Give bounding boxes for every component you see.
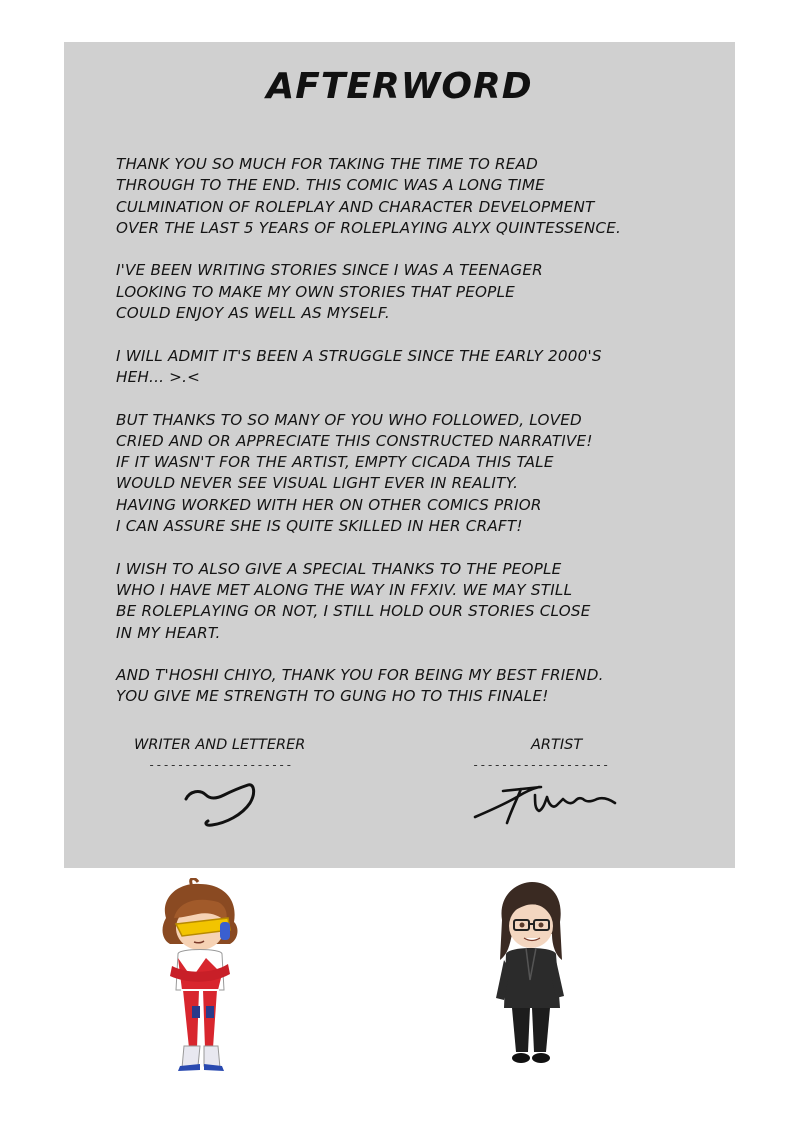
writer-signature-line: -------------------- xyxy=(148,760,293,770)
text-line: YOU GIVE ME STRENGTH TO GUNG HO TO THIS FINALE! xyxy=(116,687,549,706)
paragraph-writing xyxy=(116,260,716,324)
text-line: COULD ENJOY AS WELL AS MYSELF. xyxy=(116,304,390,323)
paragraph-struggle xyxy=(116,346,716,389)
artist-character-illustration xyxy=(490,880,570,1070)
text-line: I'VE BEEN WRITING STORIES SINCE I WAS A TEENAGER xyxy=(116,261,543,280)
text-line: BUT THANKS TO SO MANY OF YOU WHO FOLLOWED, LOVED xyxy=(116,410,582,429)
text-line: IN MY HEART. xyxy=(116,623,221,642)
text-line: I WILL ADMIT IT'S BEEN A STRUGGLE SINCE THE EARLY 2000'S xyxy=(116,346,602,365)
text-line: I CAN ASSURE SHE IS QUITE SKILLED IN HER CRAFT! xyxy=(116,517,523,536)
writer-role-label: WRITER AND LETTERER xyxy=(134,737,306,753)
text-line: IF IT WASN'T FOR THE ARTIST, EMPTY CICADA THIS TALE xyxy=(116,453,554,472)
text-line: BE ROLEPLAYING OR NOT, I STILL HOLD OUR STORIES CLOSE xyxy=(116,602,591,621)
text-line: LOOKING TO MAKE MY OWN STORIES THAT PEOPLE xyxy=(116,282,515,301)
paragraph-friend xyxy=(116,665,716,708)
paragraph-artist xyxy=(116,410,716,538)
text-line: HAVING WORKED WITH HER ON OTHER COMICS PRIOR xyxy=(116,495,542,514)
paragraph-ffxiv xyxy=(116,559,716,644)
text-line: CULMINATION OF ROLEPLAY AND CHARACTER DEVELOPMENT xyxy=(116,197,595,216)
writer-signature xyxy=(176,777,276,829)
artist-signature-line: ------------------- xyxy=(472,760,610,770)
text-line: AND T'HOSHI CHIYO, THANK YOU FOR BEING MY BEST FRIEND. xyxy=(116,666,604,685)
artist-role-label: ARTIST xyxy=(531,737,583,753)
text-line: I WISH TO ALSO GIVE A SPECIAL THANKS TO THE PEOPLE xyxy=(116,559,562,578)
afterword-text xyxy=(116,154,716,729)
paragraph-thanks xyxy=(116,154,716,239)
text-line: CRIED AND OR APPRECIATE THIS CONSTRUCTED NARRATIVE! xyxy=(116,431,593,450)
page-title: AFTERWORD xyxy=(266,66,533,107)
text-line: WHO I HAVE MET ALONG THE WAY IN FFXIV. WE MAY STILL xyxy=(116,580,573,599)
afterword-panel xyxy=(64,42,735,868)
text-line: THROUGH TO THE END. THIS COMIC WAS A LONG TIME xyxy=(116,176,545,195)
text-line: WOULD NEVER SEE VISUAL LIGHT EVER IN REALITY. xyxy=(116,474,519,493)
artist-signature xyxy=(469,777,629,829)
writer-character-illustration xyxy=(148,878,252,1072)
text-line: THANK YOU SO MUCH FOR TAKING THE TIME TO READ xyxy=(116,155,539,173)
text-line: OVER THE LAST 5 YEARS OF ROLEPLAYING ALYX QUINTESSENCE. xyxy=(116,218,622,237)
text-line: HEH... >.< xyxy=(116,367,201,386)
